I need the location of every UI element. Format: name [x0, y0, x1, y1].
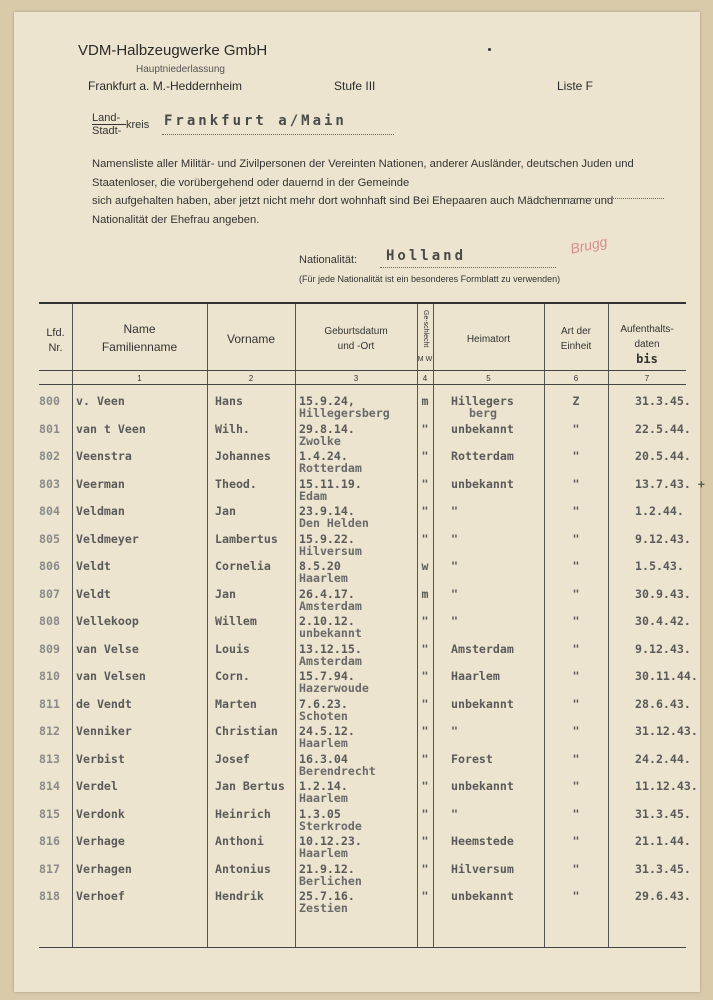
cell-vorname: Josef — [215, 751, 250, 766]
cell-familienname: Verdel — [76, 779, 118, 793]
header-geburtsdatum: Geburtsdatum und -Ort — [324, 326, 388, 352]
cell-geburtsort: Hillegersberg — [299, 406, 390, 420]
table-row — [39, 476, 705, 505]
colnum-4: 4 — [422, 374, 428, 383]
table-row — [39, 751, 691, 780]
liste-label: Liste F — [557, 79, 594, 93]
land-label: Land- — [92, 112, 121, 124]
cell-familienname: Verhoef — [76, 889, 125, 903]
cell-geschlecht: " — [421, 449, 429, 463]
cell-vorname: Johannes — [215, 449, 271, 463]
cell-vorname: Antonius — [215, 861, 271, 876]
cell-art-der-einheit: " — [572, 586, 580, 601]
cell-aufenthalt-bis: 30.11.44. — [635, 669, 698, 683]
cell-aufenthalt-bis: 24.2.44. — [635, 751, 691, 766]
cell-familienname: Venniker — [76, 724, 132, 738]
cell-geburtsdatum: 8.5.20 — [299, 559, 341, 573]
cell-geburtsdatum: 25.7.16. — [299, 889, 355, 903]
cell-vorname: Louis — [215, 641, 250, 656]
cell-aufenthalt-bis: 28.6.43. — [635, 696, 691, 711]
cell-art-der-einheit: " — [572, 751, 580, 766]
table-row — [39, 889, 691, 917]
cell-familienname: Veerman — [76, 476, 125, 491]
cell-geburtsort: Berlichen — [299, 873, 362, 888]
cell-familienname: Veldmeyer — [76, 531, 139, 546]
cell-aufenthalt-bis: 9.12.43. — [635, 641, 691, 656]
cell-geburtsort: Zwolke — [299, 433, 341, 448]
cell-geburtsort: Haarlem — [299, 571, 348, 585]
cell-aufenthalt-bis: 20.5.44. — [635, 449, 691, 463]
cell-art-der-einheit: " — [572, 559, 580, 573]
cell-geschlecht: " — [421, 806, 429, 821]
cell-aufenthalt-bis: 30.4.42. — [635, 614, 691, 628]
cell-heimatort: " — [451, 614, 458, 628]
cell-lfd-nr: 808 — [39, 614, 60, 628]
cell-geburtsort: Sterkrode — [299, 818, 362, 833]
cell-art-der-einheit: " — [572, 614, 580, 628]
cell-familienname: Verdonk — [76, 806, 125, 821]
cell-geburtsdatum: 1.2.14. — [299, 779, 348, 793]
cell-geschlecht: " — [421, 834, 429, 848]
cell-aufenthalt-bis: 11.12.43. — [635, 779, 698, 793]
cell-art-der-einheit: " — [572, 476, 580, 491]
cell-geburtsort: Edam — [299, 488, 327, 503]
table-row — [39, 861, 691, 890]
table-row — [39, 614, 691, 642]
person-table — [39, 302, 705, 948]
cell-heimatort: " — [451, 504, 458, 518]
table-row — [39, 696, 691, 725]
cell-lfd-nr: 805 — [39, 531, 60, 546]
cell-art-der-einheit: " — [572, 889, 580, 903]
stufe-label: Stufe III — [334, 79, 376, 93]
cell-heimatort: Hillegers — [451, 394, 514, 408]
cell-geschlecht: " — [421, 476, 429, 491]
nationality-dotted-line — [380, 267, 556, 268]
cell-geburtsdatum: 26.4.17. — [299, 586, 355, 601]
table-row — [39, 559, 686, 587]
cell-familienname: van Velse — [76, 641, 139, 656]
cell-art-der-einheit: " — [572, 696, 580, 711]
cell-familienname: Veldt — [76, 559, 111, 573]
handwritten-stamp: Brugg — [568, 233, 609, 257]
cell-lfd-nr: 816 — [39, 834, 60, 848]
company-name: VDM-Halbzeugwerke GmbH — [78, 42, 268, 59]
cell-aufenthalt-bis: 31.3.45. — [635, 394, 691, 408]
cell-heimatort: unbekannt — [451, 779, 514, 793]
gemeinde-dotted-line — [536, 198, 664, 199]
ink-mark — [488, 48, 491, 51]
cell-geburtsort: Haarlem — [299, 791, 348, 805]
cell-geburtsdatum: 15.9.22. — [299, 531, 355, 546]
cell-geburtsort: Schoten — [299, 708, 348, 723]
kreis-label: kreis — [126, 119, 150, 131]
city-label: Frankfurt a. M.-Heddernheim — [88, 79, 243, 93]
intro-text-a: Namensliste aller Militär- und Zivilpersonen der Vereinten Nationen, anderer Ausländer, deutschen Juden und Staatenloser, die vorübergehend oder dauernd in der Gemeinde — [92, 158, 634, 189]
cell-aufenthalt-bis: 1.5.43. — [635, 559, 684, 573]
cell-art-der-einheit: " — [572, 641, 580, 656]
cell-geburtsort: Haarlem — [299, 846, 348, 860]
colnum-2: 2 — [248, 374, 254, 383]
nationality-label: Nationalität: — [299, 254, 358, 266]
cell-lfd-nr: 815 — [39, 806, 60, 821]
kreis-value: Frankfurt a/Main — [164, 113, 347, 129]
cell-familienname: Veenstra — [76, 449, 132, 463]
table-row — [39, 724, 698, 752]
cell-lfd-nr: 818 — [39, 889, 60, 903]
intro-text-b: sich aufgehalten haben, aber jetzt nicht mehr dort wohnhaft sind Bei Ehepaaren auch Mädchenname und Nationalität der Ehefrau angeben. — [92, 195, 614, 226]
cell-heimatort: unbekannt — [451, 696, 514, 711]
header-name: Name Familienname — [101, 322, 178, 354]
cell-geburtsdatum: 7.6.23. — [299, 696, 348, 711]
cell-heimatort: " — [451, 806, 458, 821]
cell-geburtsdatum: 15.9.24, — [299, 394, 355, 408]
cell-vorname: Christian — [215, 724, 278, 738]
cell-geburtsdatum: 21.9.12. — [299, 861, 355, 876]
cell-heimatort: Hilversum — [451, 861, 514, 876]
cell-art-der-einheit: " — [572, 449, 580, 463]
cell-geschlecht: " — [421, 696, 429, 711]
table-row — [39, 669, 698, 697]
cell-geburtsdatum: 15.7.94. — [299, 669, 355, 683]
cell-geburtsort: Hazerwoude — [299, 681, 369, 695]
cell-geschlecht: " — [421, 751, 429, 766]
header-heimatort: Heimatort — [466, 334, 511, 345]
cell-geschlecht: m — [421, 394, 429, 408]
table-row — [39, 779, 698, 807]
colnum-6: 6 — [573, 374, 579, 383]
cell-geburtsort: Haarlem — [299, 736, 348, 750]
cell-geburtsort: Amsterdam — [299, 653, 362, 668]
intro-text — [92, 155, 672, 229]
cell-aufenthalt-bis: 22.5.44. — [635, 421, 691, 436]
cell-vorname: Willem — [215, 614, 257, 628]
kreis-dotted-line — [162, 134, 394, 135]
cell-geburtsdatum: 15.11.19. — [299, 476, 362, 491]
cell-geburtsdatum: 23.9.14. — [299, 504, 355, 518]
cell-lfd-nr: 807 — [39, 586, 60, 601]
cell-heimatort: Forest — [451, 751, 493, 766]
cell-geburtsort: Amsterdam — [299, 598, 362, 613]
table-row — [39, 834, 691, 862]
stadt-label: Stadt- — [92, 125, 122, 137]
cell-geburtsort: Rotterdam — [299, 461, 362, 475]
cell-vorname: Lambertus — [215, 531, 278, 546]
cell-geburtsdatum: 29.8.14. — [299, 421, 355, 436]
cell-vorname: Heinrich — [215, 806, 271, 821]
cell-heimatort: unbekannt — [451, 476, 514, 491]
cell-familienname: de Vendt — [76, 696, 132, 711]
cell-geburtsort: Zestien — [299, 901, 348, 915]
colnum-7: 7 — [644, 374, 650, 383]
cell-geschlecht: " — [421, 504, 429, 518]
cell-geburtsort: Den Helden — [299, 516, 369, 530]
table-row — [39, 531, 691, 560]
header-lfd: Lfd. Nr. — [46, 327, 65, 354]
cell-heimatort: Haarlem — [451, 669, 500, 683]
cell-geschlecht: " — [421, 724, 429, 738]
cell-heimatort-cont: berg — [469, 406, 497, 420]
cell-heimatort: " — [451, 586, 458, 601]
cell-heimatort: unbekannt — [451, 889, 514, 903]
cell-art-der-einheit: " — [572, 724, 580, 738]
table-row — [39, 641, 691, 670]
header-geschlecht: Ge-schlecht — [422, 310, 429, 348]
cell-geschlecht: " — [421, 669, 429, 683]
cell-vorname: Jan — [215, 504, 236, 518]
cell-heimatort: " — [451, 724, 458, 738]
cell-lfd-nr: 802 — [39, 449, 60, 463]
cell-art-der-einheit: " — [572, 504, 580, 518]
cell-familienname: Verhage — [76, 834, 125, 848]
document-sheet — [14, 12, 705, 992]
cell-art-der-einheit: " — [572, 779, 580, 793]
cell-geschlecht: w — [421, 559, 429, 573]
cell-aufenthalt-bis: 30.9.43. — [635, 586, 691, 601]
cell-vorname: Hendrik — [215, 889, 264, 903]
colnum-5: 5 — [486, 374, 491, 383]
cell-vorname: Hans — [215, 394, 243, 408]
cell-art-der-einheit: " — [572, 834, 580, 848]
cell-art-der-einheit: " — [572, 861, 580, 876]
colnum-3: 3 — [353, 374, 359, 383]
cell-geschlecht: " — [421, 889, 429, 903]
cell-familienname: van Velsen — [76, 669, 146, 683]
cell-lfd-nr: 817 — [39, 861, 60, 876]
cell-vorname: Marten — [215, 696, 257, 711]
cell-geschlecht: " — [421, 861, 429, 876]
cell-aufenthalt-bis: 13.7.43. + — [635, 476, 705, 491]
cell-geburtsort: Hilversum — [299, 543, 362, 558]
cell-lfd-nr: 806 — [39, 559, 60, 573]
cell-familienname: Vellekoop — [76, 614, 139, 628]
cell-geburtsdatum: 16.3.04 — [299, 751, 348, 766]
cell-lfd-nr: 810 — [39, 669, 60, 683]
cell-aufenthalt-bis: 29.6.43. — [635, 889, 691, 903]
cell-geburtsdatum: 1.3.05 — [299, 806, 341, 821]
cell-geburtsort: Berendrecht — [299, 763, 376, 778]
cell-familienname: van t Veen — [76, 421, 146, 436]
cell-vorname: Wilh. — [215, 421, 250, 436]
header-mw: M W — [417, 356, 433, 363]
cell-aufenthalt-bis: 31.12.43. — [635, 724, 698, 738]
cell-heimatort: Rotterdam — [451, 449, 514, 463]
cell-familienname: Verbist — [76, 751, 125, 766]
cell-art-der-einheit: " — [572, 421, 580, 436]
cell-familienname: Veldt — [76, 586, 111, 601]
cell-geburtsort: unbekannt — [299, 626, 362, 640]
branch-label: Hauptniederlassung — [136, 64, 225, 75]
table-row — [39, 586, 691, 615]
cell-geschlecht: " — [421, 614, 429, 628]
cell-heimatort: " — [451, 559, 458, 573]
header-divider — [39, 370, 686, 371]
cell-lfd-nr: 811 — [39, 696, 60, 711]
cell-lfd-nr: 804 — [39, 504, 60, 518]
header-art-der-einheit: Art der Einheit — [560, 326, 592, 352]
cell-geschlecht: " — [421, 421, 429, 436]
cell-heimatort: unbekannt — [451, 421, 514, 436]
cell-vorname: Anthoni — [215, 834, 264, 848]
table-row — [39, 394, 691, 422]
cell-lfd-nr: 803 — [39, 476, 60, 491]
colnum-divider — [39, 384, 686, 385]
cell-art-der-einheit: " — [572, 806, 580, 821]
cell-aufenthalt-bis: 21.1.44. — [635, 834, 691, 848]
cell-vorname: Corn. — [215, 669, 250, 683]
cell-aufenthalt-bis: 9.12.43. — [635, 531, 691, 546]
cell-art-der-einheit: Z — [572, 394, 580, 408]
cell-lfd-nr: 800 — [39, 394, 60, 408]
cell-familienname: Verhagen — [76, 861, 132, 876]
cell-lfd-nr: 801 — [39, 421, 60, 436]
cell-vorname: Theod. — [215, 476, 257, 491]
cell-art-der-einheit: " — [572, 669, 580, 683]
cell-geburtsdatum: 24.5.12. — [299, 724, 355, 738]
cell-vorname: Jan Bertus — [215, 779, 285, 793]
table-row — [39, 504, 686, 532]
cell-geburtsdatum: 10.12.23. — [299, 834, 362, 848]
nationality-note: (Für jede Nationalität ist ein besonderes Formblatt zu verwenden) — [299, 274, 561, 284]
cell-heimatort: " — [451, 531, 458, 546]
table-row — [39, 421, 691, 450]
table-row — [39, 449, 691, 477]
colnum-1: 1 — [137, 374, 142, 383]
cell-geburtsdatum: 13.12.15. — [299, 641, 362, 656]
nationality-value: Holland — [386, 248, 467, 264]
cell-geburtsdatum: 2.10.12. — [299, 614, 355, 628]
cell-heimatort: Amsterdam — [451, 641, 514, 656]
cell-familienname: Veldman — [76, 504, 125, 518]
cell-geburtsdatum: 1.4.24. — [299, 449, 348, 463]
cell-geschlecht: " — [421, 531, 429, 546]
cell-vorname: Cornelia — [215, 559, 271, 573]
cell-art-der-einheit: " — [572, 531, 580, 546]
header-vorname: Vorname — [226, 332, 276, 346]
header-aufenthaltsdaten: Aufenthalts- daten bis — [620, 324, 674, 366]
cell-lfd-nr: 814 — [39, 779, 60, 793]
cell-lfd-nr: 812 — [39, 724, 60, 738]
cell-lfd-nr: 813 — [39, 751, 60, 766]
table-row — [39, 806, 691, 835]
cell-aufenthalt-bis: 1.2.44. — [635, 504, 684, 518]
cell-aufenthalt-bis: 31.3.45. — [635, 861, 691, 876]
cell-heimatort: Heemstede — [451, 834, 514, 848]
cell-aufenthalt-bis: 31.3.45. — [635, 806, 691, 821]
cell-geschlecht: m — [421, 586, 429, 601]
cell-lfd-nr: 809 — [39, 641, 60, 656]
cell-familienname: v. Veen — [76, 394, 125, 408]
cell-vorname: Jan — [215, 586, 236, 601]
cell-geschlecht: " — [421, 641, 429, 656]
cell-geschlecht: " — [421, 779, 429, 793]
